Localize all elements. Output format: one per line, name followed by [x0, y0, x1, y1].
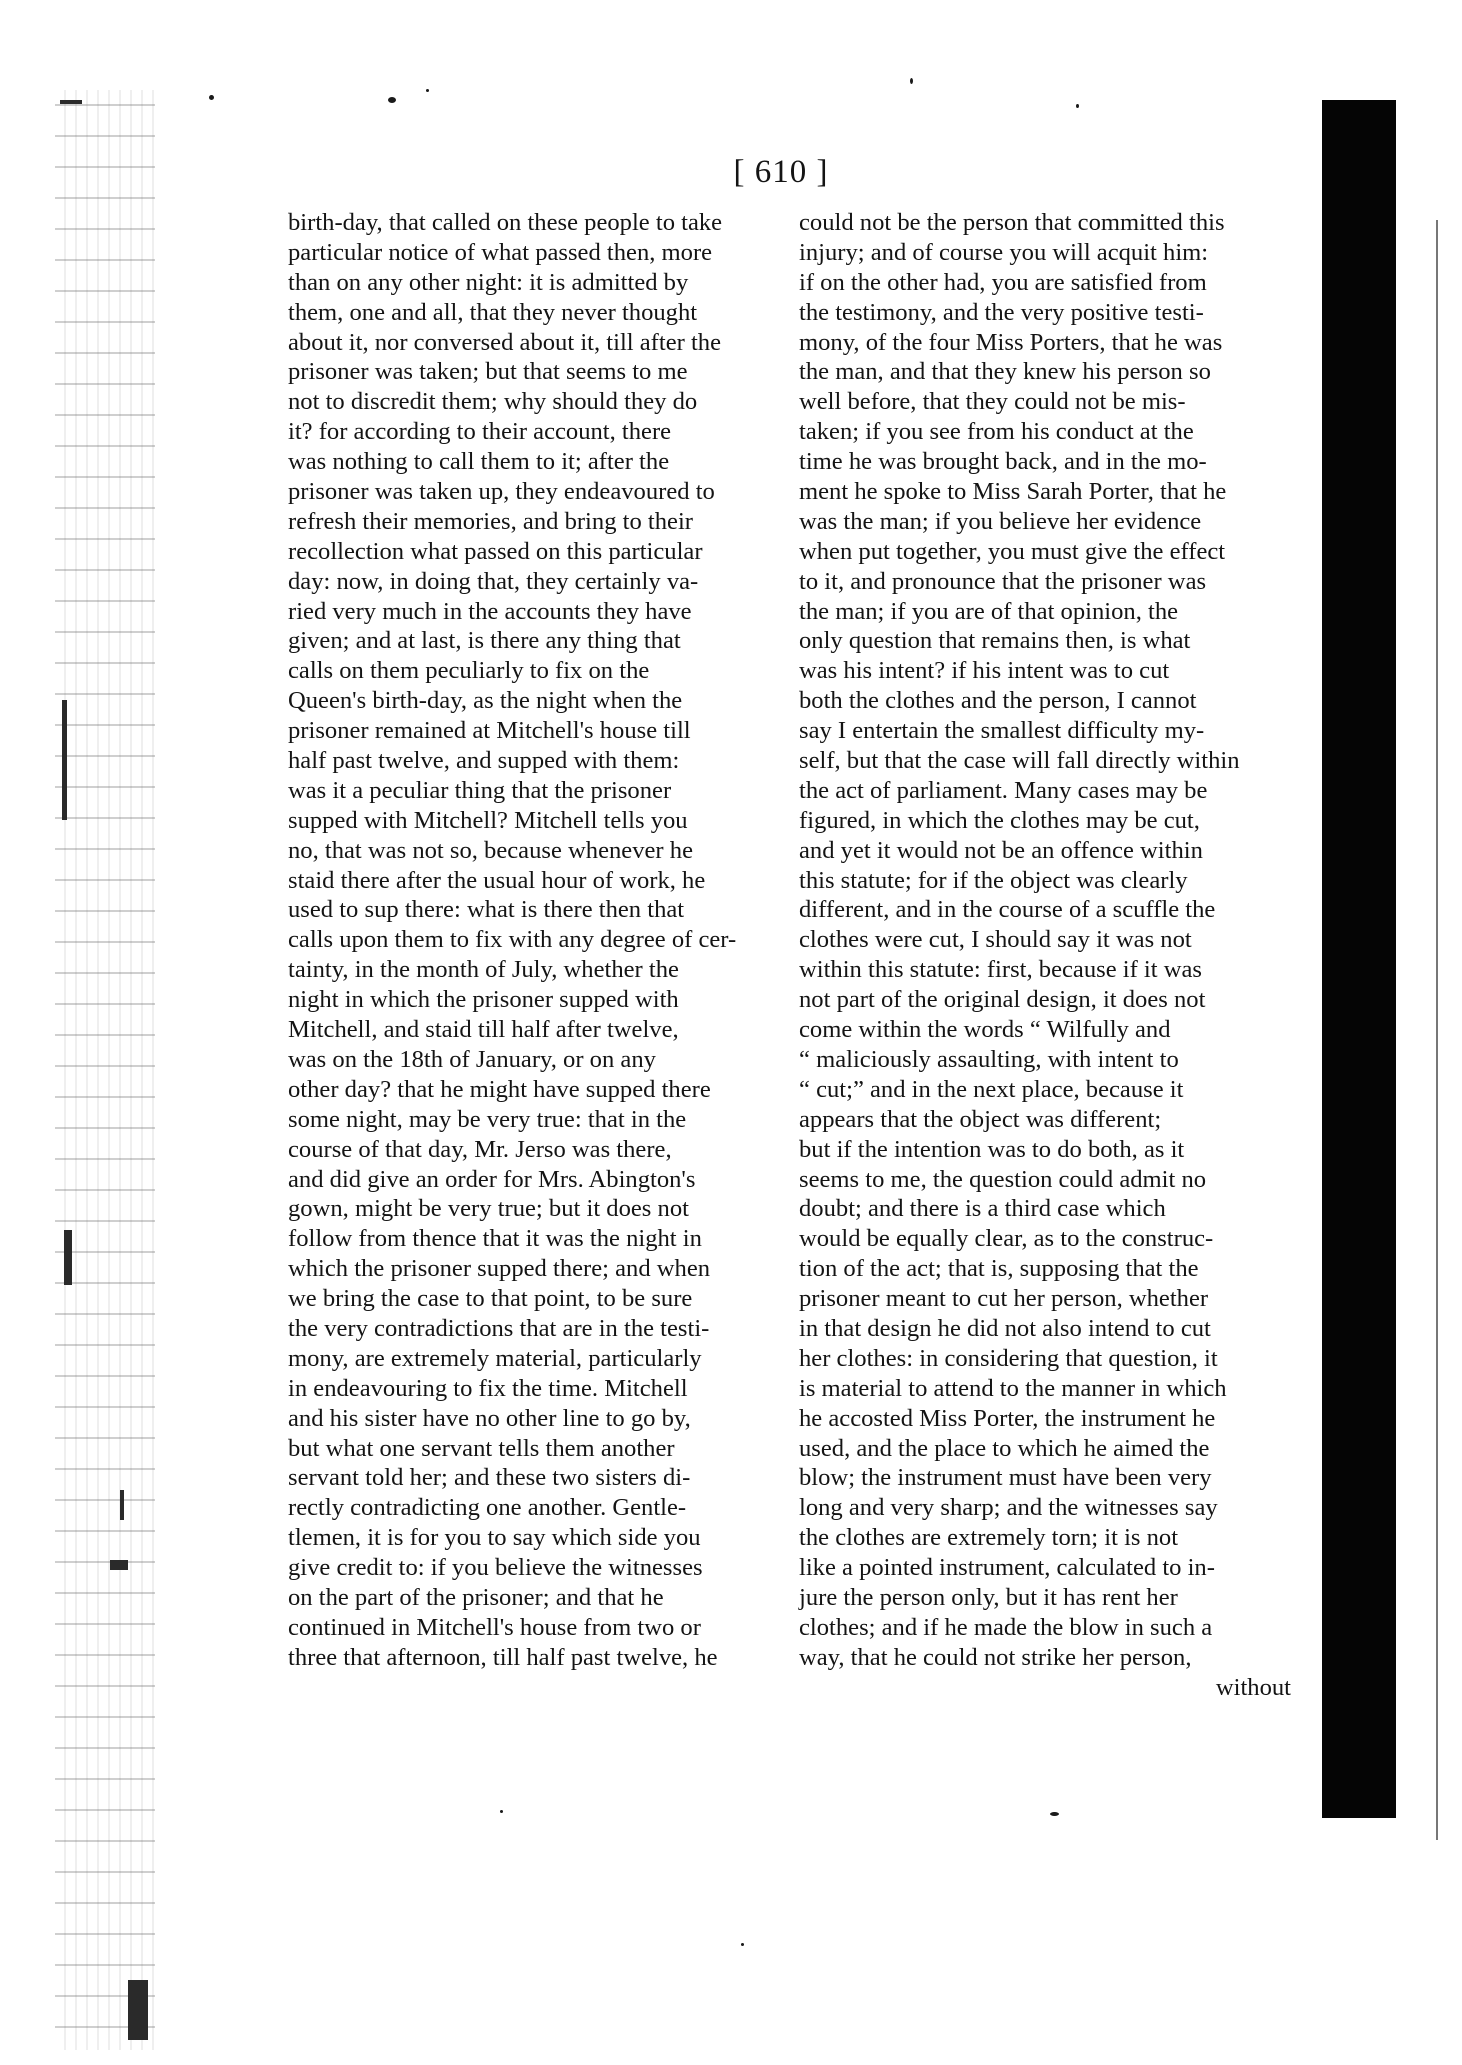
binding-mark	[62, 700, 67, 820]
text-line: her clothes: in considering that question, it	[799, 1344, 1218, 1372]
text-line: ment he spoke to Miss Sarah Porter, that he	[799, 478, 1227, 506]
text-line: the very contradictions that are in the testi-	[288, 1314, 710, 1342]
ink-speck	[426, 89, 429, 92]
text-line: prisoner was taken; but that seems to me	[288, 358, 688, 386]
text-line: used, and the place to which he aimed the	[799, 1434, 1210, 1462]
ink-speck	[500, 1810, 503, 1813]
text-line: taken; if you see from his conduct at the	[799, 418, 1194, 446]
text-line: given; and at last, is there any thing that	[288, 627, 681, 655]
text-line: time he was brought back, and in the mo-	[799, 448, 1207, 476]
text-line: but what one servant tells them another	[288, 1434, 675, 1462]
text-line: prisoner was taken up, they endeavoured to	[288, 478, 715, 506]
text-line: birth-day, that called on these people to take	[288, 209, 723, 236]
text-line: supped with Mitchell? Mitchell tells you	[288, 806, 688, 834]
text-line: servant told her; and these two sisters di-	[288, 1464, 691, 1492]
binding-mark	[110, 1560, 128, 1570]
text-line: appears that the object was different;	[799, 1105, 1162, 1133]
text-line: and his sister have no other line to go by,	[288, 1404, 691, 1432]
text-line: other day? that he might have supped there	[288, 1075, 711, 1103]
binding-mark	[128, 1980, 148, 2040]
text-line: figured, in which the clothes may be cut,	[799, 806, 1200, 834]
text-line: long and very sharp; and the witnesses say	[799, 1494, 1218, 1522]
text-line: calls on them peculiarly to fix on the	[288, 657, 650, 685]
text-line: to it, and pronounce that the prisoner was	[799, 567, 1207, 595]
text-line: tlemen, it is for you to say which side you	[288, 1524, 701, 1552]
text-line: continued in Mitchell's house from two or	[288, 1613, 701, 1641]
text-line: in endeavouring to fix the time. Mitchell	[288, 1374, 688, 1402]
text-line: some night, may be very true: that in the	[288, 1105, 687, 1133]
ink-speck	[1076, 104, 1079, 108]
text-line: and did give an order for Mrs. Abington's	[288, 1165, 696, 1193]
text-line: within this statute: first, because if it was	[799, 956, 1202, 984]
text-line: which the prisoner supped there; and when	[288, 1255, 711, 1283]
catchword: without	[1215, 1673, 1291, 1701]
text-line: was the man; if you believe her evidence	[799, 507, 1202, 535]
text-line: this statute; for if the object was clearly	[799, 866, 1188, 894]
text-line: tainty, in the month of July, whether the	[288, 956, 679, 984]
text-line: mony, are extremely material, particularly	[288, 1344, 702, 1372]
text-line: but if the intention was to do both, as it	[799, 1135, 1185, 1163]
text-line: mony, of the four Miss Porters, that he was	[799, 328, 1223, 356]
text-line: calls upon them to fix with any degree of cer-	[288, 926, 737, 954]
text-line: when put together, you must give the effect	[799, 537, 1226, 565]
text-line: prisoner meant to cut her person, whether	[799, 1285, 1209, 1313]
text-line: not part of the original design, it does not	[799, 986, 1206, 1014]
text-line: come within the words “ Wilfully and	[799, 1016, 1171, 1044]
text-line: “ cut;” and in the next place, because it	[799, 1075, 1184, 1103]
ink-speck	[209, 95, 214, 100]
text-line: if on the other had, you are satisfied from	[799, 268, 1207, 296]
text-line: used to sup there: what is there then that	[288, 896, 685, 924]
text-line: than on any other night: it is admitted by	[288, 268, 689, 296]
binding-mark	[120, 1490, 124, 1520]
binding-mark	[60, 100, 82, 104]
text-line: clothes; and if he made the blow in such a	[799, 1613, 1213, 1641]
text-line: staid there after the usual hour of work, he	[288, 866, 706, 894]
text-line: on the part of the prisoner; and that he	[288, 1583, 664, 1611]
text-line: self, but that the case will fall directly within	[799, 747, 1240, 775]
text-line: it? for according to their account, there	[288, 418, 672, 446]
text-line: about it, nor conversed about it, till after the	[288, 328, 721, 356]
text-line: refresh their memories, and bring to their	[288, 507, 693, 535]
text-line: would be equally clear, as to the construc-	[799, 1225, 1214, 1253]
ink-speck	[1050, 1812, 1059, 1816]
text-line: give credit to: if you believe the witnesses	[288, 1554, 703, 1582]
text-line: was his intent? if his intent was to cut	[799, 657, 1170, 685]
text-line: Queen's birth-day, as the night when the	[288, 687, 683, 715]
right-text-column	[799, 208, 1291, 1703]
text-line: rectly contradicting one another. Gentle-	[288, 1494, 687, 1522]
text-line: way, that he could not strike her person,	[799, 1643, 1192, 1671]
text-line: ried very much in the accounts they have	[288, 597, 692, 625]
ink-speck	[910, 78, 913, 84]
text-line: like a pointed instrument, calculated to in-	[799, 1554, 1215, 1582]
text-line: tion of the act; that is, supposing that the	[799, 1255, 1199, 1283]
text-line: could not be the person that committed this	[799, 209, 1225, 236]
left-text-column	[288, 208, 779, 1673]
text-line: different, and in the course of a scuffle the	[799, 896, 1216, 924]
text-line: them, one and all, that they never thought	[288, 298, 698, 326]
text-line: well before, that they could not be mis-	[799, 388, 1186, 416]
text-line: not to discredit them; why should they do	[288, 388, 698, 416]
text-line: the man, and that they knew his person so	[799, 358, 1211, 386]
text-line: was it a peculiar thing that the prisoner	[288, 776, 672, 804]
ink-speck	[741, 1943, 744, 1946]
text-line: jure the person only, but it has rent her	[799, 1583, 1178, 1611]
text-line: both the clothes and the person, I cannot	[799, 687, 1197, 715]
text-line: was on the 18th of January, or on any	[288, 1045, 656, 1073]
ink-speck	[388, 97, 396, 103]
text-line: day: now, in doing that, they certainly va-	[288, 567, 699, 595]
text-line: clothes were cut, I should say it was not	[799, 926, 1192, 954]
binding-mark	[64, 1230, 72, 1285]
text-line: we bring the case to that point, to be sure	[288, 1285, 693, 1313]
text-line: the testimony, and the very positive testi-	[799, 298, 1204, 326]
text-line: recollection what passed on this particular	[288, 537, 703, 565]
text-line: is material to attend to the manner in which	[799, 1374, 1227, 1402]
text-line: the clothes are extremely torn; it is not	[799, 1524, 1179, 1552]
text-line: the man; if you are of that opinion, the	[799, 597, 1179, 625]
text-line: was nothing to call them to it; after the	[288, 448, 670, 476]
text-line: blow; the instrument must have been very	[799, 1464, 1212, 1492]
text-line: “ maliciously assaulting, with intent to	[799, 1045, 1179, 1073]
text-line: and yet it would not be an offence within	[799, 836, 1203, 864]
text-line: three that afternoon, till half past twelve, he	[288, 1643, 718, 1671]
page-number: [ 610 ]	[733, 154, 829, 190]
binding-shadow	[55, 90, 155, 2050]
text-line: course of that day, Mr. Jerso was there,	[288, 1135, 672, 1163]
text-line: prisoner remained at Mitchell's house till	[288, 717, 691, 745]
text-line: Mitchell, and staid till half after twelve,	[288, 1016, 679, 1044]
text-line: injury; and of course you will acquit him:	[799, 238, 1209, 266]
text-line: night in which the prisoner supped with	[288, 986, 679, 1014]
text-line: follow from thence that it was the night in	[288, 1225, 702, 1253]
text-line: no, that was not so, because whenever he	[288, 836, 693, 864]
text-line: say I entertain the smallest difficulty my-	[799, 717, 1205, 745]
text-line: he accosted Miss Porter, the instrument he	[799, 1404, 1216, 1432]
text-line: doubt; and there is a third case which	[799, 1195, 1166, 1223]
text-line: seems to me, the question could admit no	[799, 1165, 1207, 1193]
text-line: gown, might be very true; but it does not	[288, 1195, 689, 1223]
dark-edge-bar	[1322, 100, 1396, 1818]
text-line: the act of parliament. Many cases may be	[799, 776, 1208, 804]
text-line: particular notice of what passed then, more	[288, 238, 713, 266]
text-line: only question that remains then, is what	[799, 627, 1191, 655]
page-edge-line	[1436, 220, 1438, 1840]
text-line: half past twelve, and supped with them:	[288, 747, 680, 775]
text-line: in that design he did not also intend to cut	[799, 1314, 1211, 1342]
